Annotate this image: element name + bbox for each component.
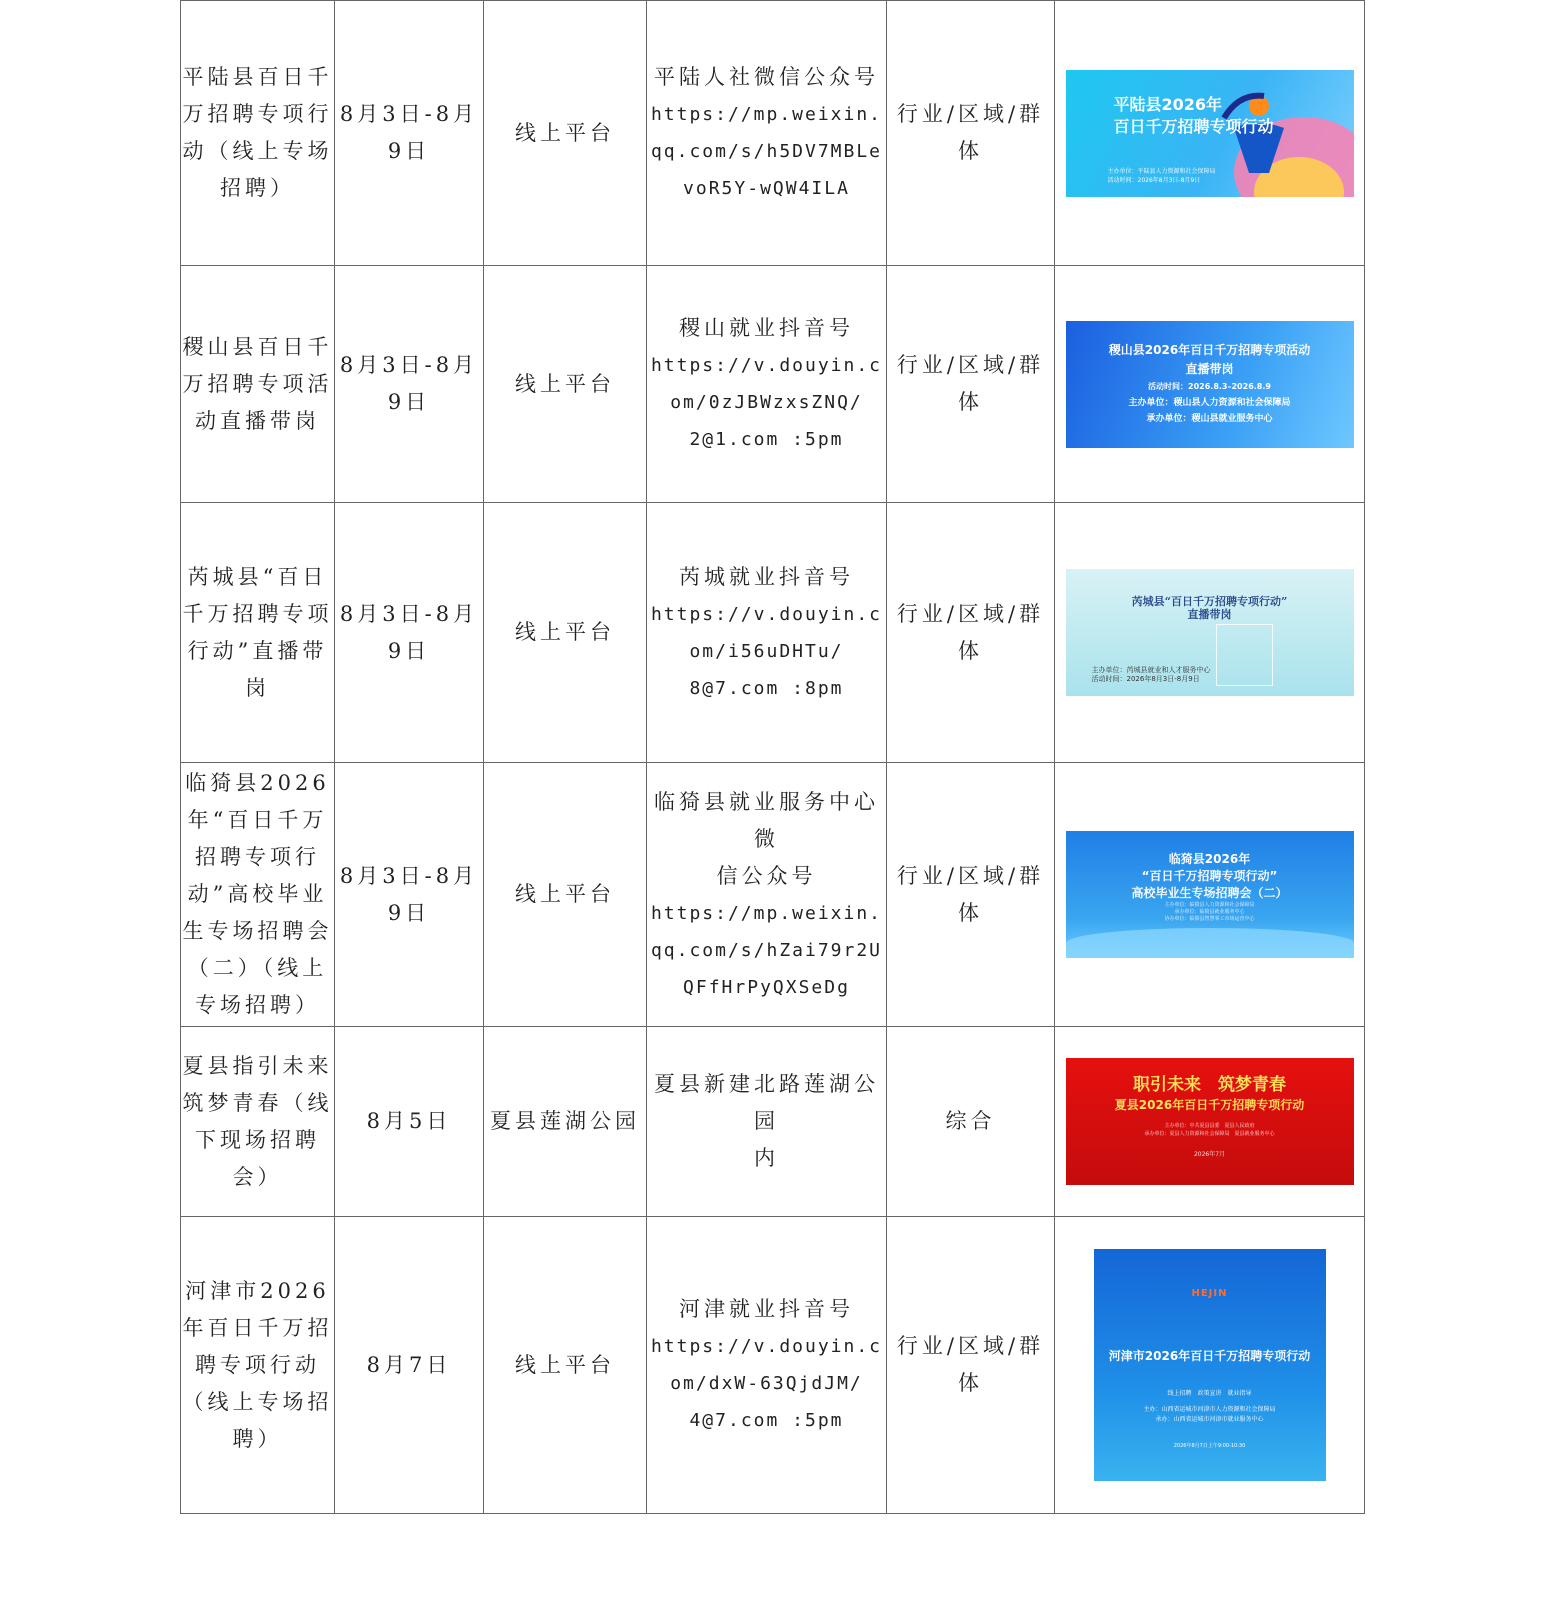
poster-line: 承办单位：夏县人力资源和社会保障局 夏县就业服务中心	[1144, 1131, 1275, 1137]
event-poster-image	[1066, 70, 1354, 197]
event-name: 临猗县2026 年“百日千万 招聘专项行 动”高校毕业 生专场招聘会 （二）（线上 专场招聘）	[182, 771, 333, 1017]
poster-line: 活动时间：2026.8.3–2026.8.9	[1148, 381, 1271, 391]
event-place: 线上平台	[515, 1352, 615, 1377]
poster-title: 芮城县“百日千万招聘专项行动” 直播带岗	[1131, 595, 1288, 621]
address-url[interactable]: https://mp.weixin.qq.com/s/h5DV7MBLevoR5Y-wQW4ILA	[650, 104, 883, 199]
poster-title: 临猗县2026年 “百日千万招聘专项行动” 高校毕业生专场招聘会（二）	[1131, 852, 1288, 900]
address-title: 河津就业抖音号	[679, 1297, 854, 1321]
address-title: 稷山就业抖音号	[679, 316, 854, 340]
poster-line: 2026年7月	[1193, 1151, 1226, 1158]
address-url[interactable]: https://v.douyin.com/0zJBWzxsZNQ/ 2@1.com :5pm	[650, 355, 883, 450]
poster-line: 2026年8月7日上午9:00-10:30	[1173, 1443, 1246, 1449]
poster-title: 稷山县2026年百日千万招聘专项活动 直播带岗	[1108, 342, 1311, 376]
poster-line: 线上招聘 政策宣讲 就业指导	[1167, 1390, 1252, 1397]
table-row	[181, 266, 1365, 503]
table-row	[181, 1027, 1365, 1217]
poster-line: 协办单位：临猗县智慧零工市场运营中心	[1164, 916, 1255, 922]
poster-line: 承办：山西省运城市河津市就业服务中心	[1155, 1416, 1264, 1423]
poster-line: 主办单位：芮城县就业和人才服务中心	[1091, 666, 1211, 674]
poster-line: 主办单位：临猗县人力资源和社会保障局	[1164, 902, 1255, 908]
event-date: 8月7日	[366, 1352, 452, 1377]
event-name: 芮城县“百日 千万招聘专项 行动”直播带 岗	[182, 564, 333, 700]
poster-logo: HEJIN	[1191, 1288, 1228, 1299]
poster-line: 主办单位：中共夏县县委 夏县人民政府	[1164, 1123, 1255, 1129]
poster-subtitle: 夏县2026年百日千万招聘专项行动	[1114, 1098, 1305, 1112]
poster-line: 主办单位：平陆县人力资源和社会保障局	[1107, 167, 1216, 175]
event-type: 行业/区域/群 体	[896, 601, 1045, 663]
event-poster-image	[1094, 1249, 1326, 1481]
poster-title: 平陆县2026年 百日千万招聘专项行动	[1113, 94, 1274, 136]
poster-line: 主办单位：稷山县人力资源和社会保障局	[1128, 397, 1291, 408]
address-url[interactable]: https://v.douyin.com/dxW-63QjdJM/ 4@7.com :5pm	[650, 1336, 883, 1431]
table-row	[181, 1217, 1365, 1514]
address-url[interactable]: https://mp.weixin.qq.com/s/hZai79r2UQFfHrPyQXSeDg	[650, 902, 883, 998]
poster-line: 承办单位：稷山县就业服务中心	[1146, 413, 1273, 424]
event-date: 8月3日-8月 9日	[339, 601, 479, 663]
event-poster-image	[1066, 321, 1354, 448]
address-title: 夏县新建北路莲湖公园 内	[654, 1072, 879, 1170]
event-type: 行业/区域/群 体	[896, 353, 1045, 414]
event-name: 夏县指引未来 筑梦青春（线 下现场招聘 会）	[182, 1053, 333, 1189]
recruitment-table	[180, 0, 1365, 1514]
event-place: 线上平台	[515, 882, 615, 906]
address-title: 芮城就业抖音号	[679, 564, 854, 589]
table-row	[181, 1, 1365, 266]
event-place: 线上平台	[515, 371, 615, 396]
event-poster-image	[1066, 569, 1354, 696]
event-type: 行业/区域/群 体	[896, 863, 1045, 925]
event-date: 8月5日	[366, 1109, 452, 1133]
event-place: 线上平台	[515, 620, 615, 644]
event-type: 综合	[945, 1109, 996, 1133]
event-place: 线上平台	[515, 120, 615, 145]
table-row	[181, 503, 1365, 763]
event-name: 河津市2026 年百日千万招 聘专项行动 （线上专场招 聘）	[182, 1278, 333, 1451]
event-type: 行业/区域/群 体	[896, 1334, 1045, 1395]
event-name: 稷山县百日千 万招聘专项活 动直播带岗	[182, 334, 333, 433]
poster-line: 活动时间：2026年8月3日-8月9日	[1091, 675, 1200, 683]
event-place: 夏县莲湖公园	[490, 1109, 640, 1133]
event-date: 8月3日-8月 9日	[339, 353, 479, 414]
event-poster-image	[1066, 831, 1354, 958]
event-date: 8月3日-8月 9日	[339, 863, 479, 925]
poster-title: 职引未来 筑梦青春	[1133, 1075, 1286, 1095]
event-poster-image	[1066, 1058, 1354, 1185]
event-date: 8月3日-8月 9日	[339, 102, 479, 163]
poster-title: 河津市2026年百日千万招聘专项行动	[1108, 1349, 1311, 1363]
poster-line: 主办：山西省运城市河津市人力资源和社会保障局	[1143, 1406, 1276, 1413]
table-row	[181, 763, 1365, 1027]
poster-line: 承办单位：临猗县就业服务中心	[1174, 909, 1245, 915]
address-url[interactable]: https://v.douyin.com/i56uDHTu/ 8@7.com :8pm	[650, 603, 883, 699]
event-type: 行业/区域/群 体	[896, 102, 1045, 163]
address-title: 临猗县就业服务中心微 信公众号	[654, 789, 879, 888]
poster-line: 活动时间：2026年8月3日-8月9日	[1107, 176, 1201, 184]
event-name: 平陆县百日千 万招聘专项行 动（线上专场 招聘）	[182, 65, 333, 200]
address-title: 平陆人社微信公众号	[654, 65, 879, 89]
